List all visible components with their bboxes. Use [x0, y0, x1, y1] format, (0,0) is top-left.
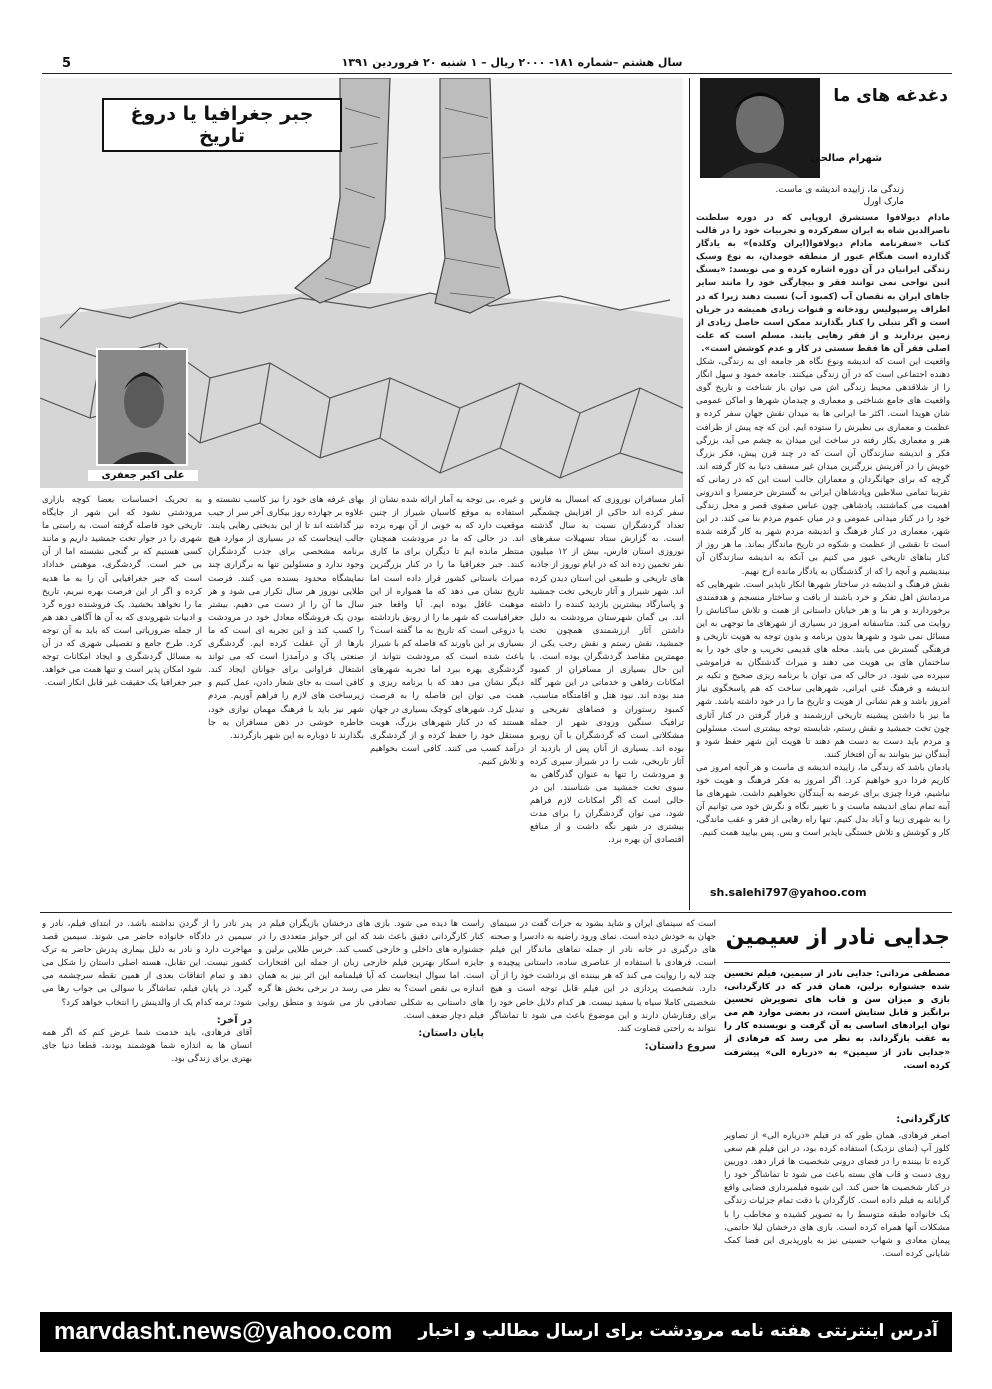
section-divider [40, 912, 952, 913]
page-header [42, 52, 952, 74]
column-paragraph: مادام دیولافوا مستشرق اروپایی که در دوره سلطنت ناصرالدین شاه به ایران سفرکرده و تجربیات خود را در قالب کتاب «سفرنامه مادام دیولافوا(ایران وکلده)» به یادگار گذارده است هنگام عبور از منطقه خومدان، به نوع وسبک زندگی ایرانیان در آن دوره اشاره کرده و می نویسد: «بسنگ انبن نواحی نمی توانند فقر و بیچارگی خود را مانند سایر جاهای ایران به نقصان آب (کمبود آب) نسبت دهند زیرا که در اطراف پرسپولیس رودخانه و قنوات زیادی همیشه در جریان است و اگر تنبلی را کنار بگذارند ممکن است حاصل زیادی از زمین بردارند و از فقر رهایی یابند. مسلم است که علت اصلی فقر آن ها فقط سستی در کار و عدم کوشش است». [696, 213, 950, 354]
footer-email[interactable]: marvdasht.news@yahoo.com [54, 1318, 393, 1345]
article2-col-2 [490, 918, 716, 1308]
feature-portrait-image [98, 350, 188, 466]
feature-title: جبر جغرافیا یا دروغ تاریخ [102, 98, 342, 152]
article2-paragraph: پدر نادر را از گردن نداشته باشد. در ابتدای فیلم، نادر و سیمین در دادگاه خانواده حاضر می شوند. سیمین قصد مهاجرت دارد و نادر به دلیل بیماری پدرش حاضر به ترک کشور نیست. این تقابل، هسته اصلی داستان را شکل می دهد و تمام اتفاقات بعدی از همین نقطه سرچشمه می گیرد. در پایان فیلم، تماشاگر با سوالی بی جواب رها می شود: ترمه کدام یک از والدینش را انتخاب خواهد کرد؟ [42, 919, 252, 1008]
feature-col-3: بهای غرفه های خود را نیز کاسب نشسته و علاوه بر جهارده روز بیکاری آخر سر از جیب نیز گذاشته اند تا از این بدبختی رهایی یابند. جالب اینجاست که در بسیاری از موارد هیچ برنامه مشخصی برای جذب گردشگران وجود ندارد و مسئولین تنها به برگزاری چند نمایشگاه محدود بسنده می کنند. فرصت طلایی نوروز هر سال تکرار می شود و هر سال ما آن را از دست می دهیم. بیشتر بودن یک فروشگاه معادل خود در مرودشت را کسب کند و این تجربه ای است که ما بارها از آن غفلت کرده ایم. گردشگری صنعتی پاک و درآمدزا است که می تواند اشتغال فراوانی برای جوانان ایجاد کند. کافی است به جای شعار دادن، عمل کنیم و زیرساخت های لازم را فراهم آوریم. مردم شهر نیز باید با فرهنگ مهمان نوازی خود، خاطره خوشی در ذهن مسافران به جا بگذارند تا دوباره به این شهر بازگردند. [208, 495, 364, 741]
article2-title-rule [724, 962, 950, 963]
article2-col-4 [42, 918, 252, 1308]
author-photo [700, 78, 820, 178]
article2-paragraph: است که سینمای ایران و شاید بشود به جرات گفت در سینمای جهان به خودش دیده است. نمای ورود راضیه به دادسرا و صحنه های درگیری در خانه نادر از جمله نماهای ماندگار این فیلم است. فرهادی با استفاده از عناصری ساده، داستانی پیچیده و چند لایه را روایت می کند که هر بیننده ای برداشت خود را از آن دارد. شخصیت پردازی در این فیلم قابل توجه است و هیچ شخصیتی کاملا سیاه یا سفید نیست. هر کدام دلایل خاص خود را برای رفتارشان دارند و این موضوع باعث می شود تا تماشاگر نتواند به راحتی قضاوت کند. [490, 919, 716, 1034]
epigraph-quote: زندگی ما، زاییده اندیشه ی ماست. [775, 185, 904, 195]
epigraph-source: مارک اورل [863, 197, 904, 207]
column-paragraph: نقش فرهنگ و اندیشه در ساختار شهرها انکار ناپذیر است. شهرهایی که مردمانش اهل تفکر و خرد باشند از بافت و ساختار منسجم و هدفمندی برخوردارند و هر بنا و هر خیابان داستانی از همت و تلاش ساکنانش را روایت می کند. متاسفانه امروز در بسیاری از شهرهای ما توجهی به این مسائل نمی شود و شهرها بدون برنامه و بدون توجه به هویت تاریخی و فرهنگی گسترش می یابند. محله های قدیمی تخریب و جای خود را به ساختمان های بی هویت می دهند و میراث گذشتگان به فراموشی سپرده می شود. در حالی که می توان با برنامه ریزی صحیح و تکیه بر اندیشه و فرهنگ غنی ایرانی، شهرهایی ساخت که هم پاسخگوی نیاز امروز باشد و هم نشانی از هویت و تاریخ ما را در خود داشته باشد. شهر ما نیز با داشتن پیشینه تاریخی ارزشمند و قرار گرفتن در کنار آثاری چون تخت جمشید و نقش رستم، شایسته توجه بیشتری است. مسئولین و مردم باید دست به دست هم دهند تا هویت این شهر حفظ شود و آیندگان نیز بتوانند به آن افتخار کنند. [696, 579, 950, 760]
column-paragraph: یادمان باشد که زندگی ما، زاییده اندیشه ی ماست و هر آنچه امروز می کاریم فردا درو خواهیم کرد. اگر امروز به فکر فرهنگ و هویت خود نباشیم، فردا چیزی برای عرضه به آیندگان نخواهیم داشت. شهرهای ما آینه تمام نمای اندیشه ماست و با تغییر نگاه و نگرش خود می توانیم آن را به شهری زیبا و آباد بدل کنیم. تنها راه رهایی از فقر و عقب ماندگی، کار و کوشش و تلاش خستگی ناپذیر است و بس. پس بیایید همت کنیم. [696, 762, 950, 839]
portrait-image [700, 78, 820, 178]
footer-text: آدرس اینترنتی هفته نامه مرودشت برای ارسال مطالب و اخبار [418, 1321, 938, 1341]
feature-author: علی اکبر جعفری [88, 470, 198, 481]
article2-lead: مصطفی مرداتی: جدایی نادر از سیمین، فیلم تحسین شده جشنواره برلین، همان قدر که در کارگردانی، بازی و میزان سن و قاب های تصویرش تحسین برانگیز و قابل ستایش است، در بعضی موارد هم می توان ایرادهای اساسی به آن گرفت و نویسنده کار را به عقب بازگرداند. به نظر می رسد که فرهادی از «جدایی نادر از سیمین» به «درباره الی» پیشرفت کرده است. [724, 969, 950, 1071]
footer-bar [40, 1312, 952, 1352]
article2-subhead-directing: کارگردانی: [896, 1114, 950, 1125]
epigraph [775, 184, 904, 208]
article2-col-1: اصغر فرهادی، همان طور که در فیلم «درباره الی» از تصاویر کلوز آپ (نمای نزدیک) استفاده کرده بود، در این فیلم هم سعی کرده تا بیننده را در فضای درونی شخصیت ها قرار دهد. دوربین روی دست و قاب های بسته باعث می شود تا تماشاگر خود را در کنار شخصیت ها حس کند. این شیوه فیلمبرداری فضایی واقع گرایانه به فیلم داده است. کارگردان با دقت تمام جزئیات زندگی یک خانواده طبقه متوسط را به تصویر کشیده و مخاطب را با مشکلات آنها همراه کرده است. بازی های درخشان لیلا حاتمی، پیمان معادی و شهاب حسینی نیز به باورپذیری این فضا کمک شایانی کرده است. [724, 1131, 950, 1259]
article2-paragraph: راست ها دیده می شود. بازی های درخشان بازیگران فیلم در کنار کارگردانی دقیق باعث شد که این اثر جوایز متعددی را در جشنواره های داخلی و خارجی کسب کند. خرس طلایی برلین و جایزه اسکار بهترین فیلم خارجی زبان از جمله این افتخارات است. اما سوال اینجاست که آیا فیلمنامه این اثر نیز به همان اندازه بی نقص است؟ به نظر می رسد در برخی بخش ها گره های داستانی به شکلی تصادفی باز می شوند و منطق روایی فیلم دچار ضعف است. [258, 919, 484, 1021]
column-author: شهرام صالحی [810, 153, 882, 164]
article2-subhead-final: در آخر: [216, 1014, 252, 1026]
feature-illustration [40, 78, 683, 488]
column-paragraph: واقعیت این است که اندیشه ونوع نگاه هر جامعه ای به زندگی، شکل دهنده اجتماعی است که در آن زندگی میکنند. جامعه خمود و سهل انگار را از شلاقدهی محیط زندگی اش می توان باز شناخت و تاریخ گوی واقعیت های جامع شناختی و معماری و چیدمان شهرها و اماکن عمومی شان هویدا است. اکثر ما ایرانی ها به میدان نقش جهان سفر کرده و عظمت و معماری بی نظیرش را ستوده ایم. این که چه پیش از ظرافت هنر و معماری بکار رفته در ساخت این میدان به چشم می آید، بزرگی فکر و اندیشه سازندگان آن است که در چند قرن پیش، فکر بزرگ خویش را در آفرینش بزرگترین میدان غیر مسقف دنیا به کار گرفته اند. گرچه که برای جهانگردان و معماران جالب است این که در زمانی که تقریبا تمامی سلاطین وپادشاهان ایرانی به گسترش حرمسرا و اندرونی اهمیت می کماشتند، پادشاهی چون عباس صفوی قصر و محل زندگی خود را در کنار میدانی عمومی و در میان عموم مردم بنا می کند. در این شهر، معماری در کنار فرهنگ و اندیشه مردم شهر به کار گرفته شده است تا نقشی از عظمت و شکوه در تاریخ ماندگار بماند. ما هر روز از کنار بناهای تاریخی عبور می کنیم بی آنکه به اندیشه سازندگان آن بیندیشیم و آنچه را که از گذشتگان به یادگار مانده ارج نهیم. [696, 357, 950, 577]
article2-title: جدایی نادر از سیمین [725, 925, 950, 950]
issue-line: سال هشتم –شماره ۱۸۱- ۲۰۰۰ ریال – ۱ شنبه ۲۰ فروردین ۱۳۹۱ [341, 56, 683, 69]
opinion-column [694, 78, 952, 910]
feature-col-4: به تحریک احساسات بعضا کوچه بازاری مرودشتی نشود که این شهر از جایگاه تاریخی خود فاصله گرفته است. به راستی ما شهری را در جوار تخت جمشید داریم و مانند کسی هستیم که بر گنجی نشسته اما از آن بی خبر است. گردشگری، موهبتی خداداد است که جبر جغرافیایی آن را به ما هدیه کرده و اگر از این فرصت بهره نبریم، تاریخ ما را نخواهد بخشید. یک فروشنده دوره گرد و ادبیات شهروندی که به آن ها آگاهی دهد هم از جمله ضروریاتی است که باید به آن توجه کرد. طرح جامع و تفصیلی شهری که در آن به مسائل گردشگری و ایجاد امکانات توجه شود امکان پذیر است و تنها همت می خواهد. جبر جغرافیا یک حقیقت غیر قابل انکار است. [42, 495, 202, 689]
feature-col-2: و غیره، بی توجه به آمار ارائه شده نشان از استفاده به موقع کاسبان شیراز از چنین موقعیت دارد که به خوبی از آن بهره برده اند. در حالی که ما در مرودشت همچنان منتظر مانده ایم تا دیگران برای ما کاری کنند. جبر جغرافیا ما را در کنار بزرگترین میراث باستانی کشور قرار داده است اما تاریخ نشان می دهد که ما همواره از این موهبت غافل بوده ایم. آیا واقعا جبر جغرافیاست که شهر ما را از رونق بازداشته یا دروغی است که تاریخ به ما گفته است؟ بسیاری بر این باورند که فاصله کم با شیراز باعث شده است که مرودشت نتواند از گردشگری بهره ببرد اما تجربه شهرهای دیگر نشان می دهد که با برنامه ریزی و همت می توان این فاصله را به فرصت تبدیل کرد. شهرهای کوچک بسیاری در جهان هستند که در کنار شهرهای بزرگ، هویت مستقل خود را حفظ کرده و از گردشگری درآمد کسب می کنند. کافی است بخواهیم و تلاش کنیم. [370, 495, 524, 767]
article2-paragraph: آقای فرهادی، باید خدمت شما عرض کنم که اگر همه انسان ها به اندازه شما هوشمند بودند، قطعا دنیا جای بهتری برای زندگی بود. [42, 1027, 252, 1064]
article2-col-3 [258, 918, 484, 1308]
column-body [696, 212, 950, 882]
page-number: 5 [62, 56, 72, 71]
feature-col-1: آمار مسافران نوروزی که امسال به فارس سفر کرده اند حاکی از افزایش چشمگیر تعداد گردشگران نسبت به سال گذشته است. به گزارش ستاد تسهیلات سفرهای نوروزی استان فارس، بیش از ۱۲ میلیون نفر تخمین زده اند که در ایام نوروز از جاذبه های تاریخی و طبیعی این استان دیدن کرده اند. شهر شیراز و آثار تاریخی تخت جمشید و پاسارگاد بیشترین بازدید کننده را داشته اند. بی گمان شهرستان مرودشت به دلیل داشتن آثار ارزشمندی همچون تخت جمشید، نقش رستم و نقش رجب یکی از مهمترین مقاصد گردشگران بوده است. با این حال بسیاری از مسافران از کمبود امکانات رفاهی و خدماتی در این شهر گله مند بوده اند. نبود هتل و اقامتگاه مناسب، کمبود رستوران و فضاهای تفریحی و ترافیک سنگین ورودی شهر از جمله مشکلاتی است که گردشگران با آن روبرو بوده اند. بسیاری از آنان پس از بازدید از آثار تاریخی، شب را در شیراز سپری کرده و مرودشت را تنها به عنوان گذرگاهی به سوی تخت جمشید می شناسند. این در حالی است که اگر امکانات لازم فراهم شود، می توان گردشگران را برای مدت بیشتری در شهر نگه داشت و از منافع اقتصادی آن بهره برد. [530, 495, 684, 846]
feature-author-photo [96, 348, 188, 466]
column-email[interactable]: sh.salehi797@yahoo.com [710, 886, 867, 899]
article2-subhead-end: پایان داستان: [418, 1027, 484, 1039]
column-title: دغدغه های ما [833, 86, 948, 106]
article2-subhead-start: سروع داستان: [644, 1040, 716, 1052]
column-divider [689, 78, 690, 910]
